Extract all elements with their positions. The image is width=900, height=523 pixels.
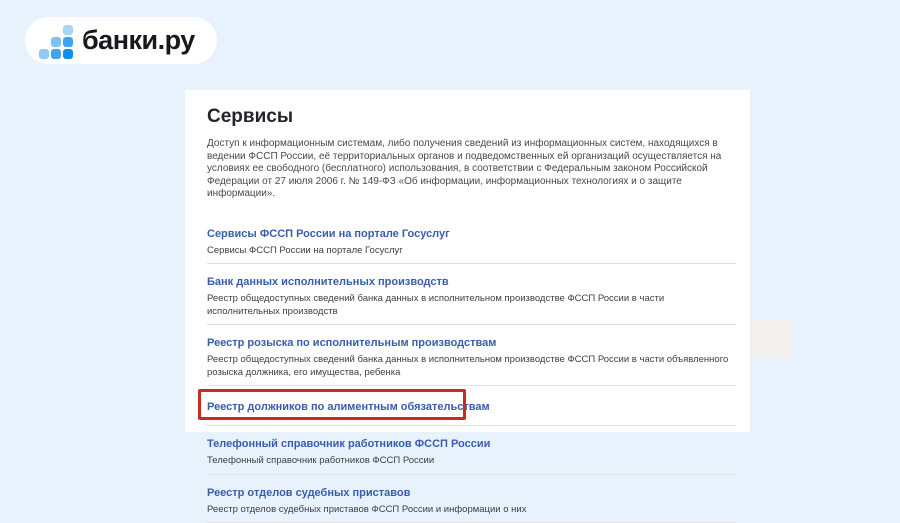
service-row xyxy=(207,325,736,386)
service-description: Реестр общедоступных сведений банка данных в исполнительном производстве ФССП России в части объявленного розыска должника, его имущества, ребенка xyxy=(207,354,736,379)
banki-dots-icon xyxy=(39,25,73,59)
logo-dot xyxy=(63,49,73,59)
service-link[interactable]: Банк данных исполнительных производств xyxy=(207,276,449,289)
service-description: Телефонный справочник работников ФССП России xyxy=(207,455,736,468)
service-description: Реестр общедоступных сведений банка данных в исполнительном производстве ФССП России в части исполнительных производств xyxy=(207,293,736,318)
logo-dot xyxy=(51,37,61,47)
service-link[interactable]: Реестр розыска по исполнительным производствам xyxy=(207,337,496,350)
service-row xyxy=(207,386,736,426)
side-gray-block xyxy=(750,320,791,358)
logo-dot xyxy=(39,49,49,59)
service-link[interactable]: Реестр должников по алиментным обязательствам xyxy=(207,401,490,414)
service-link[interactable]: Телефонный справочник работников ФССП России xyxy=(207,438,490,451)
page-title: Сервисы xyxy=(207,106,736,128)
service-description: Сервисы ФССП России на портале Госуслуг xyxy=(207,245,736,258)
service-link[interactable]: Сервисы ФССП России на портале Госуслуг xyxy=(207,228,450,241)
banki-ru-logo[interactable] xyxy=(25,17,217,64)
service-row xyxy=(207,426,736,475)
service-link[interactable]: Реестр отделов судебных приставов xyxy=(207,487,410,500)
intro-text: Доступ к информационным системам, либо получения сведений из информационных систем, находящихся в ведении ФССП России, её территориальных органов и подведомственных ей организаций осуществляется на условиях ее свободного (бесплатного) использования, в соответствии с Федеральным законом Российской Федерации от 27 июля 2006 г. № 149-ФЗ «Об информации, информационных технологиях и о защите информации». xyxy=(207,138,738,201)
services-card xyxy=(185,90,750,432)
service-row xyxy=(207,216,736,265)
logo-dot xyxy=(51,49,61,59)
service-description: Реестр отделов судебных приставов ФССП России и информации о них xyxy=(207,504,736,517)
service-row xyxy=(207,264,736,325)
services-list xyxy=(207,216,736,523)
logo-dot xyxy=(63,25,73,35)
logo-dot xyxy=(63,37,73,47)
service-row xyxy=(207,475,736,523)
logo-text: банки.ру xyxy=(82,25,195,56)
